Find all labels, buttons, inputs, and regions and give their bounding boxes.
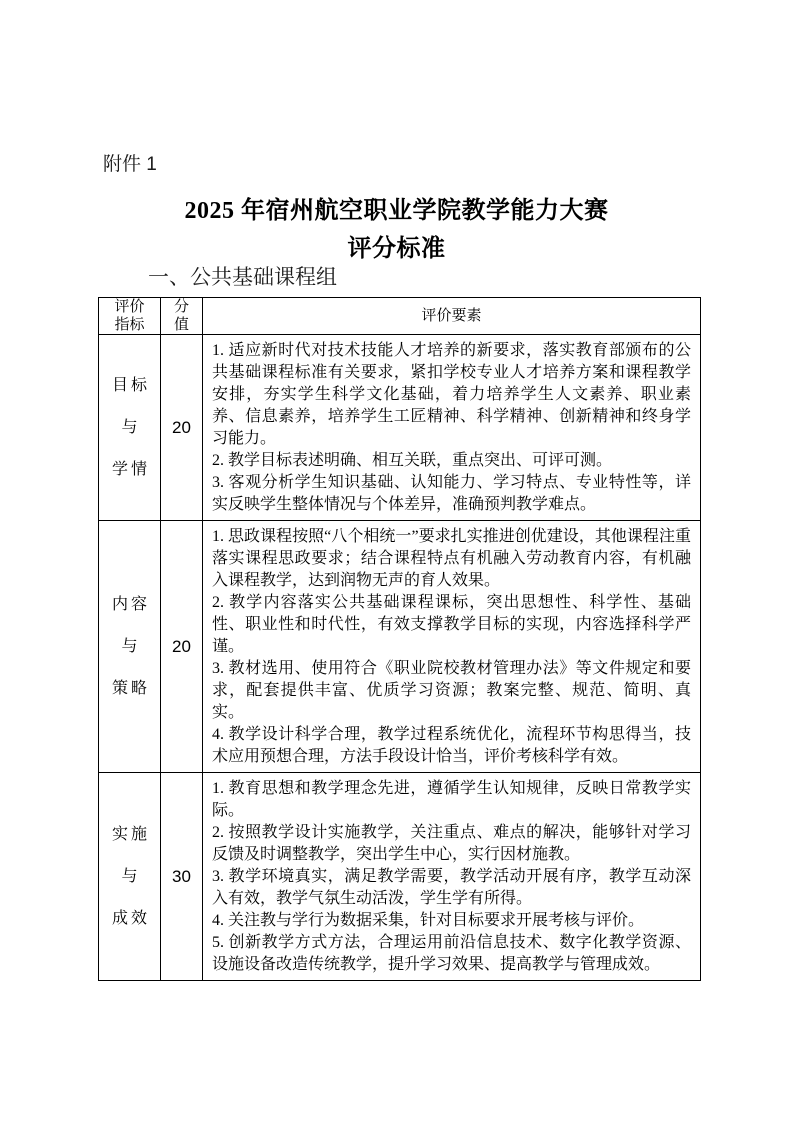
element-item: 1. 适应新时代对技术技能人才培养的新要求，落实教育部颁布的公共基础课程标准有关要求，紧扣学校专业人才培养方案和课程教学安排，夯实学生科学文化基础，着力培养学生人文素养、职业素养、信息素养，培养学生工匠精神、科学精神、创新精神和终身学习能力。 xyxy=(212,342,691,447)
rubric-table xyxy=(98,297,701,981)
indicator-line: 内容 xyxy=(111,595,150,613)
element-item: 1. 思政课程按照“八个相统一”要求扎实推进创优建设，其他课程注重落实课程思政要求；结合课程特点有机融入劳动教育内容，有机融入课程教学，达到润物无声的育人效果。 xyxy=(212,528,691,589)
element-item: 3. 教学环境真实，满足教学需要，教学活动开展有序，教学互动深入有效，教学气氛生动活泼，学生学有所得。 xyxy=(212,868,691,907)
elements-cell xyxy=(203,335,701,521)
indicator-line: 与 xyxy=(121,418,141,436)
column-header-indicator: 评价指标 xyxy=(99,298,161,335)
element-item: 5. 创新教学方式方法，合理运用前沿信息技术、数字化教学资源、设施设备改造传统教学，提升学习效果、提高教学与管理成效。 xyxy=(212,934,691,973)
element-item: 4. 关注教与学行为数据采集，针对目标要求开展考核与评价。 xyxy=(212,912,645,929)
attachment-label: 附件 1 xyxy=(103,154,157,175)
indicator-cell xyxy=(99,773,161,981)
score-cell: 30 xyxy=(161,773,203,981)
score-cell: 20 xyxy=(161,335,203,521)
indicator-line: 成效 xyxy=(111,909,150,927)
element-item: 3. 客观分析学生知识基础、认知能力、学习特点、专业特性等，详实反映学生整体情况与个体差异，准确预判教学难点。 xyxy=(212,474,691,513)
elements-cell xyxy=(203,521,701,773)
document-title-line2: 评分标准 xyxy=(347,236,446,262)
indicator-cell xyxy=(99,521,161,773)
column-header-elements: 评价要素 xyxy=(203,298,701,335)
indicator-line: 与 xyxy=(121,867,141,885)
column-header-score: 分值 xyxy=(161,298,203,335)
element-item: 2. 教学目标表述明确、相互关联，重点突出、可评可测。 xyxy=(212,452,613,469)
indicator-cell xyxy=(99,335,161,521)
element-item: 2. 教学内容落实公共基础课程课标，突出思想性、科学性、基础性、职业性和时代性，有效支撑教学目标的实现，内容选择科学严谨。 xyxy=(212,594,691,655)
elements-cell xyxy=(203,773,701,981)
document-title-line1: 2025 年宿州航空职业学院教学能力大赛 xyxy=(184,198,609,224)
table-row-goals-and-learners xyxy=(99,335,701,521)
table-row-implementation-and-results xyxy=(99,773,701,981)
indicator-line: 与 xyxy=(121,637,141,655)
document-title xyxy=(0,192,793,268)
element-item: 1. 教育思想和教学理念先进，遵循学生认知规律，反映日常教学实际。 xyxy=(212,780,691,819)
element-item: 3. 教材选用、使用符合《职业院校教材管理办法》等文件规定和要求，配套提供丰富、优质学习资源；教案完整、规范、简明、真实。 xyxy=(212,660,691,721)
indicator-line: 学情 xyxy=(111,460,150,478)
element-item: 2. 按照教学设计实施教学，关注重点、难点的解决，能够针对学习反馈及时调整教学，突出学生中心，实行因材施教。 xyxy=(212,824,691,863)
indicator-line: 策略 xyxy=(111,679,150,697)
section-heading: 一、公共基础课程组 xyxy=(148,266,337,289)
element-item: 4. 教学设计科学合理，教学过程系统优化，流程环节构思得当，技术应用预想合理，方法手段设计恰当，评价考核科学有效。 xyxy=(212,726,691,765)
table-header-row xyxy=(99,298,701,335)
score-cell: 20 xyxy=(161,521,203,773)
indicator-line: 目标 xyxy=(111,376,150,394)
indicator-line: 实施 xyxy=(111,825,150,843)
table-row-content-and-strategy xyxy=(99,521,701,773)
